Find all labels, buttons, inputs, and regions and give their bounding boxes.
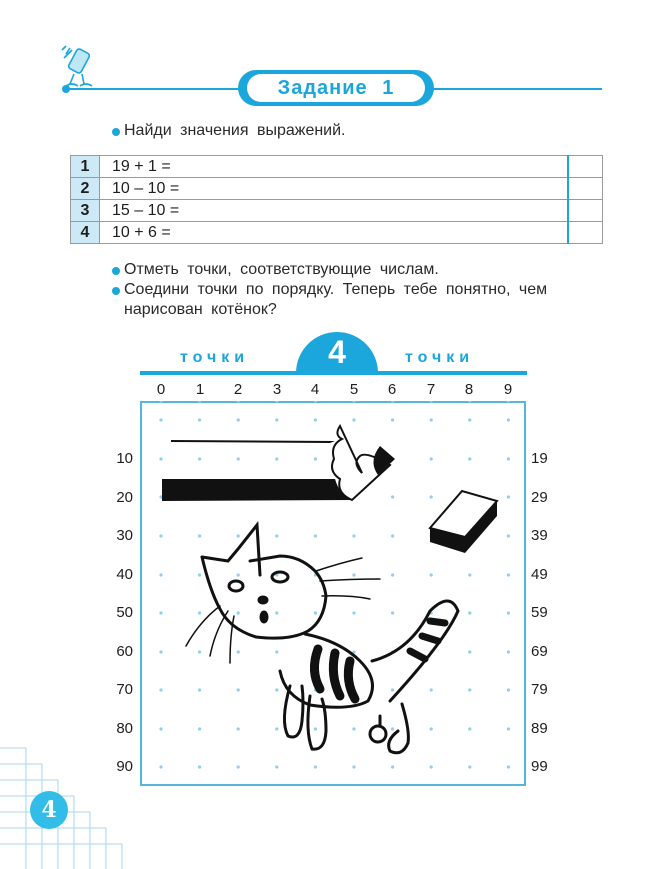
column-label: 7 xyxy=(426,381,436,398)
column-label: 5 xyxy=(349,381,359,398)
row-label-left: 30 xyxy=(116,527,133,544)
kitten-drawing xyxy=(186,525,458,753)
instruction-3-cont xyxy=(124,301,277,319)
row-label-left: 80 xyxy=(116,720,133,737)
column-label: 0 xyxy=(156,381,166,398)
expression: 10 – 10 = xyxy=(100,178,569,200)
column-label: 1 xyxy=(195,381,205,398)
answer-cell[interactable] xyxy=(568,200,603,222)
instruction-text: Соедини точки по порядку. Теперь тебе понятно, чем xyxy=(124,281,548,298)
row-number: 3 xyxy=(71,200,100,222)
expression: 10 + 6 = xyxy=(100,222,569,244)
answer-cell[interactable] xyxy=(568,156,603,178)
row-label-left: 50 xyxy=(116,604,133,621)
pictures xyxy=(140,401,526,786)
table-row xyxy=(71,200,603,222)
row-label-right: 89 xyxy=(531,720,548,737)
pencil-icon xyxy=(162,426,395,501)
instruction-text: Отметь точки, соответствующие числам. xyxy=(124,261,439,278)
row-number: 1 xyxy=(71,156,100,178)
row-label-right: 19 xyxy=(531,450,548,467)
column-label: 6 xyxy=(387,381,397,398)
answer-cell[interactable] xyxy=(568,178,603,200)
page-title: Задание 1 xyxy=(247,74,425,102)
row-label-right: 59 xyxy=(531,604,548,621)
table-row xyxy=(71,178,603,200)
row-label-left: 90 xyxy=(116,758,133,775)
eraser-icon xyxy=(430,491,497,553)
row-label-right: 99 xyxy=(531,758,548,775)
bullet-icon xyxy=(112,267,120,275)
instruction-3 xyxy=(112,281,547,299)
row-label-left: 10 xyxy=(116,450,133,467)
row-label-left: 60 xyxy=(116,643,133,660)
band-number: 4 xyxy=(328,334,346,370)
row-number: 4 xyxy=(71,222,100,244)
row-label-right: 39 xyxy=(531,527,548,544)
row-label-right: 29 xyxy=(531,489,548,506)
pencil-mascot-icon xyxy=(58,44,100,90)
row-label-left: 20 xyxy=(116,489,133,506)
row-label-right: 79 xyxy=(531,681,548,698)
band-line xyxy=(140,371,527,375)
column-label: 4 xyxy=(310,381,320,398)
instruction-2 xyxy=(112,261,439,279)
instruction-text: Найди значения выражений. xyxy=(124,122,346,139)
column-label: 8 xyxy=(464,381,474,398)
column-label: 9 xyxy=(503,381,513,398)
row-label-right: 49 xyxy=(531,566,548,583)
expression: 15 – 10 = xyxy=(100,200,569,222)
table-row xyxy=(71,156,603,178)
instruction-1 xyxy=(112,122,346,140)
bullet-icon xyxy=(112,287,120,295)
band-label-left: точки xyxy=(180,349,250,366)
expressions-table xyxy=(70,155,603,244)
bullet-icon xyxy=(112,128,120,136)
page-number: 4 xyxy=(30,791,68,829)
row-label-left: 70 xyxy=(116,681,133,698)
instruction-text: нарисован котёнок? xyxy=(124,301,277,318)
table-row xyxy=(71,222,603,244)
row-label-left: 40 xyxy=(116,566,133,583)
column-label: 2 xyxy=(233,381,243,398)
expression: 19 + 1 = xyxy=(100,156,569,178)
row-label-right: 69 xyxy=(531,643,548,660)
row-number: 2 xyxy=(71,178,100,200)
band-label-right: точки xyxy=(405,349,475,366)
answer-cell[interactable] xyxy=(568,222,603,244)
column-label: 3 xyxy=(272,381,282,398)
